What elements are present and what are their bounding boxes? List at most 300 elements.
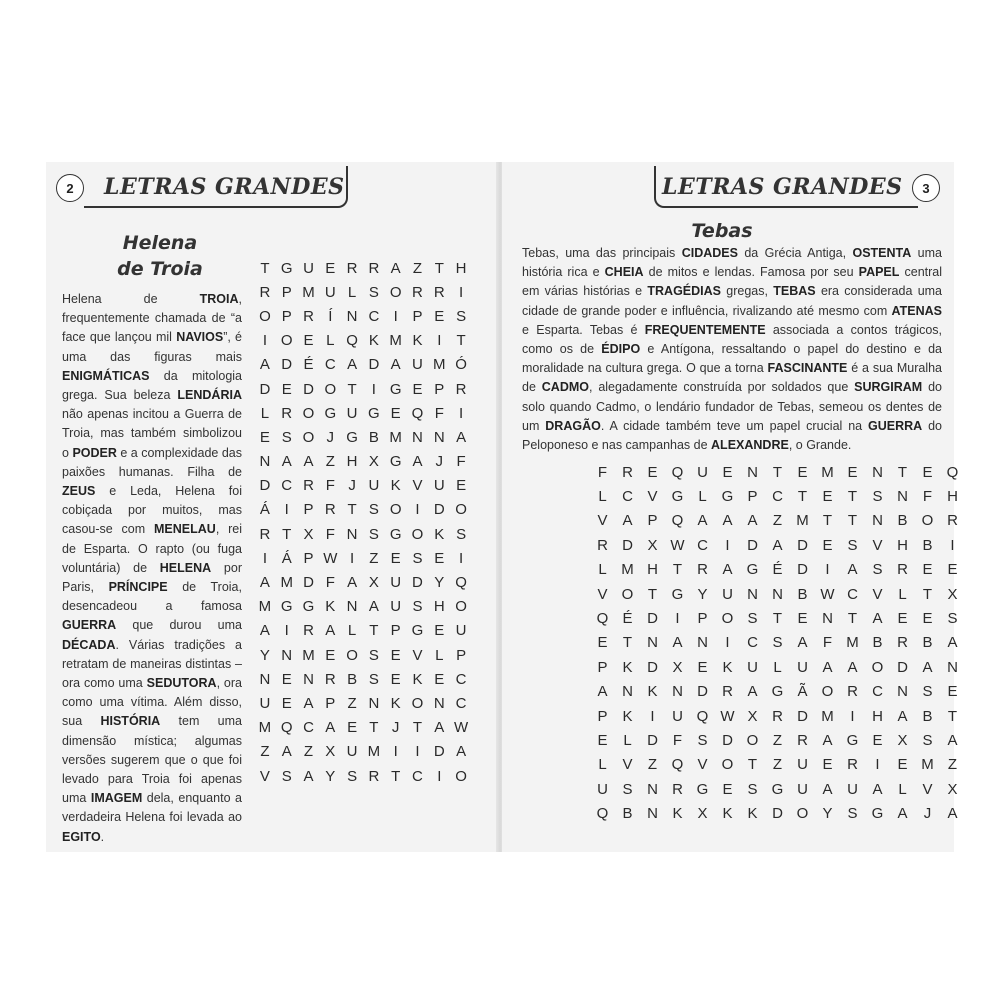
grid-letter: N [433, 428, 445, 446]
grid-letter: U [324, 283, 336, 301]
grid-letter: N [647, 780, 658, 798]
keyword: MENELAU [154, 522, 216, 537]
grid-letter: L [598, 561, 607, 579]
grid-letter: E [325, 646, 336, 664]
grid-letter: Z [325, 453, 335, 471]
grid-letter: S [747, 610, 758, 628]
grid-letter: A [303, 694, 314, 712]
grid-letter: S [281, 767, 292, 785]
grid-letter: G [368, 404, 380, 422]
grid-letter: N [747, 463, 758, 481]
grid-letter: U [412, 356, 423, 374]
grid-letter: A [434, 719, 445, 737]
grid-letter: Ã [797, 683, 808, 701]
grid-letter: R [772, 707, 783, 725]
grid-letter: N [647, 634, 658, 652]
grid-letter: U [346, 743, 358, 761]
header-title: LETRAS GRANDES [662, 174, 903, 200]
grid-letter: T [456, 332, 466, 350]
grid-letter: T [260, 259, 270, 277]
grid-letter: E [390, 670, 401, 688]
grid-letter: K [412, 670, 423, 688]
grid-letter: N [897, 683, 908, 701]
grid-letter: E [412, 380, 423, 398]
grid-letter: N [433, 694, 445, 712]
grid-letter: M [389, 428, 402, 446]
grid-letter: A [797, 634, 808, 652]
grid-letter: N [647, 805, 658, 823]
grid-letter: K [390, 694, 401, 712]
keyword: GUERRA [868, 418, 923, 433]
grid-letter: U [797, 780, 808, 798]
magazine-spread [46, 162, 959, 852]
grid-letter: X [647, 536, 658, 554]
keyword: CHEIA [604, 265, 644, 280]
grid-letter: X [697, 805, 708, 823]
grid-letter: N [697, 634, 708, 652]
grid-letter: Y [434, 574, 445, 592]
grid-letter: Z [772, 731, 783, 749]
grid-letter: D [281, 356, 293, 374]
grid-letter: I [458, 283, 464, 301]
grid-letter: N [303, 670, 314, 688]
grid-letter: M [821, 463, 834, 481]
grid-letter: F [597, 463, 608, 481]
keyword: ÉDIPO [601, 342, 641, 357]
grid-letter: Y [259, 646, 270, 664]
text-run: , o Grande. [788, 438, 852, 453]
text-run: tem uma dimensão mística; algumas versões sugerem que o que foi levado para Troia foi apenas uma [62, 714, 242, 806]
grid-letter: K [390, 477, 401, 495]
grid-letter: Á [259, 501, 270, 519]
grid-letter: Z [347, 694, 357, 712]
grid-letter: N [346, 525, 358, 543]
grid-letter: R [697, 561, 708, 579]
grid-letter: S [847, 805, 858, 823]
grid-letter: A [772, 536, 783, 554]
grid-letter: P [325, 694, 336, 712]
grid-letter: U [747, 658, 758, 676]
grid-letter: T [847, 610, 858, 628]
grid-letter: P [412, 307, 423, 325]
grid-letter: T [369, 622, 379, 640]
grid-letter: K [722, 805, 733, 823]
grid-letter: T [822, 512, 833, 530]
grid-letter: H [455, 259, 467, 277]
grid-letter: V [922, 780, 933, 798]
keyword: EGITO [62, 829, 101, 844]
grid-letter: D [259, 380, 271, 398]
grid-letter: R [622, 463, 633, 481]
grid-letter: A [897, 707, 908, 725]
grid-letter: U [797, 658, 808, 676]
grid-letter: D [303, 574, 314, 592]
keyword: ATENAS [891, 303, 942, 318]
grid-letter: C [455, 670, 467, 688]
grid-letter: F [434, 404, 444, 422]
grid-letter: R [797, 731, 808, 749]
grid-letter: H [346, 453, 358, 471]
grid-letter: M [921, 756, 934, 774]
grid-letter: A [325, 622, 336, 640]
grid-letter: A [347, 574, 358, 592]
keyword: OSTENTA [852, 246, 912, 260]
grid-letter: E [456, 477, 467, 495]
grid-letter: Q [455, 574, 467, 592]
grid-letter: K [325, 598, 336, 616]
keyword: ENIGMÁTICAS [62, 368, 150, 383]
grid-letter: O [721, 610, 734, 628]
grid-letter: Q [696, 707, 709, 725]
grid-letter: M [821, 707, 834, 725]
keyword: DÉCADA [62, 637, 116, 652]
grid-letter: F [822, 634, 833, 652]
grid-letter: B [622, 805, 633, 823]
grid-letter: M [258, 719, 272, 737]
grid-letter: Z [947, 756, 958, 774]
text-run: da mitologia grega. Sua beleza [62, 368, 242, 403]
grid-letter: O [324, 380, 337, 398]
grid-letter: R [346, 259, 358, 277]
grid-letter: I [850, 707, 855, 725]
grid-letter: M [258, 598, 272, 616]
grid-letter: P [747, 488, 758, 506]
grid-letter: I [675, 610, 680, 628]
text-run: associada a contos trágicos, como os de [522, 322, 942, 357]
grid-letter: T [747, 756, 758, 774]
text-run: , ora como uma vítima. Além disso, sua [62, 676, 242, 729]
grid-letter: E [434, 307, 445, 325]
grid-letter: U [797, 756, 808, 774]
grid-letter: R [672, 780, 683, 798]
grid-letter: I [650, 707, 655, 725]
grid-letter: I [825, 561, 830, 579]
grid-letter: T [772, 463, 783, 481]
grid-letter: V [697, 756, 708, 774]
grid-letter: K [368, 332, 379, 350]
grid-letter: D [772, 805, 783, 823]
grid-letter: I [393, 307, 398, 325]
grid-letter: R [303, 307, 314, 325]
grid-letter: H [897, 536, 908, 554]
grid-letter: Q [596, 805, 609, 823]
grid-letter: I [437, 767, 442, 785]
grid-letter: L [598, 756, 607, 774]
grid-letter: O [346, 646, 358, 664]
text-run: do solo quando Cadmo, o lendário fundador de Tebas, semeou os dentes de um [522, 380, 942, 433]
grid-letter: E [281, 670, 292, 688]
grid-letter: F [456, 453, 466, 471]
grid-letter: O [411, 525, 424, 543]
article-title-line-1: Helena [122, 232, 198, 254]
grid-letter: A [281, 743, 292, 761]
grid-letter: D [797, 561, 808, 579]
grid-letter: L [598, 488, 607, 506]
grid-letter: D [797, 707, 808, 725]
grid-letter: P [281, 283, 292, 301]
keyword: HELENA [159, 560, 212, 575]
keyword: PRÍNCIPE [108, 580, 168, 595]
grid-letter: B [922, 707, 933, 725]
grid-letter: E [325, 259, 336, 277]
grid-letter: D [647, 610, 658, 628]
grid-letter: E [822, 536, 833, 554]
grid-letter: E [281, 380, 292, 398]
grid-letter: R [847, 756, 858, 774]
grid-letter: T [369, 719, 379, 737]
grid-letter: É [303, 356, 314, 374]
text-run: não apenas incitou a Guerra de Troia, mas também simbolizou o [62, 407, 242, 460]
grid-letter: M [367, 743, 381, 761]
grid-letter: S [368, 525, 379, 543]
grid-letter: Z [369, 549, 379, 567]
text-run: Tebas, uma das principais [522, 246, 682, 260]
grid-letter: K [722, 658, 733, 676]
keyword: TRAGÉDIAS [647, 284, 721, 299]
grid-letter: V [597, 585, 608, 603]
page-number: 2 [56, 174, 84, 202]
grid-letter: C [747, 634, 758, 652]
grid-letter: K [747, 805, 758, 823]
grid-letter: Q [671, 756, 684, 774]
right-page [502, 162, 959, 852]
grid-letter: A [390, 356, 401, 374]
grid-letter: N [947, 658, 958, 676]
grid-letter: O [796, 805, 809, 823]
grid-letter: E [434, 549, 445, 567]
grid-letter: G [389, 453, 402, 471]
grid-letter: E [390, 549, 401, 567]
grid-letter: A [259, 622, 270, 640]
grid-letter: M [389, 332, 402, 350]
grid-letter: S [456, 307, 467, 325]
grid-letter: X [747, 707, 758, 725]
grid-letter: S [872, 488, 883, 506]
grid-letter: N [368, 694, 380, 712]
grid-letter: K [412, 332, 423, 350]
grid-letter: M [280, 574, 293, 592]
grid-letter: S [872, 561, 883, 579]
grid-letter: E [597, 634, 608, 652]
grid-letter: V [622, 756, 633, 774]
grid-letter: E [697, 658, 708, 676]
grid-letter: F [672, 731, 683, 749]
grid-letter: G [671, 585, 684, 603]
grid-letter: L [347, 283, 357, 301]
grid-letter: V [597, 512, 608, 530]
keyword: HISTÓRIA [100, 714, 161, 729]
text-run: e Leda, Helena foi cobiçada por muitos, mas casou-se com [62, 484, 242, 537]
grid-letter: E [281, 694, 292, 712]
grid-letter: I [262, 549, 267, 567]
grid-letter: O [721, 756, 734, 774]
grid-letter: B [922, 536, 933, 554]
grid-letter: X [897, 731, 908, 749]
grid-letter: A [922, 658, 933, 676]
grid-letter: E [897, 610, 908, 628]
grid-letter: G [771, 780, 784, 798]
grid-letter: G [871, 805, 884, 823]
grid-letter: J [348, 477, 356, 495]
grid-letter: G [389, 380, 402, 398]
grid-letter: Z [260, 743, 270, 761]
text-run: do Peloponeso e nas campanhas de [522, 418, 942, 453]
grid-letter: N [412, 428, 423, 446]
text-run: , alegadamente construída por soldados que [588, 380, 855, 395]
grid-letter: A [281, 453, 292, 471]
grid-letter: Í [328, 307, 333, 325]
grid-letter: N [346, 307, 358, 325]
grid-letter: P [434, 380, 445, 398]
grid-letter: Y [822, 805, 833, 823]
grid-letter: Q [280, 719, 293, 737]
grid-letter: Q [411, 404, 424, 422]
grid-letter: C [455, 694, 467, 712]
grid-letter: U [259, 694, 271, 712]
grid-letter: N [672, 683, 683, 701]
grid-letter: R [412, 283, 423, 301]
grid-letter: U [346, 404, 358, 422]
grid-letter: I [725, 634, 730, 652]
grid-letter: O [871, 658, 884, 676]
grid-letter: R [455, 380, 467, 398]
grid-letter: R [303, 477, 314, 495]
grid-letter: U [672, 707, 683, 725]
text-run: e a complexidade das paixões humanas. Filha de [62, 445, 242, 479]
grid-letter: E [347, 719, 358, 737]
grid-letter: A [822, 658, 833, 676]
grid-letter: G [389, 525, 402, 543]
grid-letter: A [697, 512, 708, 530]
grid-letter: T [947, 707, 958, 725]
grid-letter: T [347, 501, 357, 519]
grid-letter: E [597, 731, 608, 749]
grid-letter: O [621, 585, 634, 603]
grid-letter: D [897, 658, 908, 676]
grid-letter: G [346, 428, 358, 446]
grid-letter: U [390, 598, 402, 616]
grid-letter: I [437, 332, 442, 350]
grid-letter: R [722, 683, 733, 701]
grid-letter: R [897, 561, 908, 579]
grid-letter: A [456, 743, 467, 761]
grid-letter: S [922, 731, 933, 749]
grid-letter: G [746, 561, 759, 579]
grid-letter: D [722, 731, 733, 749]
grid-letter: O [455, 767, 467, 785]
grid-letter: W [323, 549, 338, 567]
grid-letter: A [672, 634, 683, 652]
grid-letter: Q [346, 332, 358, 350]
grid-letter: B [347, 670, 358, 688]
grid-letter: L [260, 404, 270, 422]
grid-letter: I [875, 756, 880, 774]
grid-letter: P [697, 610, 708, 628]
grid-letter: E [390, 646, 401, 664]
text-run: ”, é uma das figuras mais [62, 330, 242, 364]
grid-letter: X [368, 574, 379, 592]
grid-letter: K [434, 525, 445, 543]
grid-letter: E [722, 780, 733, 798]
grid-letter: P [390, 622, 401, 640]
keyword: NAVIOS [176, 330, 224, 345]
grid-letter: S [922, 683, 933, 701]
grid-letter: W [670, 536, 685, 554]
grid-letter: I [371, 380, 376, 398]
grid-letter: S [772, 634, 783, 652]
grid-letter: R [433, 283, 445, 301]
grid-letter: U [303, 259, 314, 277]
grid-letter: M [846, 634, 859, 652]
grid-letter: U [697, 463, 708, 481]
keyword: ZEUS [62, 484, 96, 499]
grid-letter: S [368, 670, 379, 688]
grid-letter: O [921, 512, 934, 530]
grid-letter: G [846, 731, 859, 749]
grid-letter: D [747, 536, 758, 554]
grid-letter: E [434, 670, 445, 688]
grid-letter: É [772, 561, 783, 579]
grid-letter: L [698, 488, 707, 506]
grid-letter: A [259, 574, 270, 592]
grid-letter: E [303, 332, 314, 350]
grid-letter: Z [647, 756, 658, 774]
grid-letter: M [302, 646, 315, 664]
grid-letter: J [326, 428, 335, 446]
grid-letter: H [433, 598, 445, 616]
grid-letter: R [847, 683, 858, 701]
grid-letter: U [433, 477, 445, 495]
grid-letter: S [847, 536, 858, 554]
grid-letter: P [456, 646, 467, 664]
grid-letter: O [302, 428, 315, 446]
grid-letter: V [872, 536, 883, 554]
grid-letter: X [947, 585, 958, 603]
grid-letter: F [325, 574, 335, 592]
grid-letter: L [435, 646, 444, 664]
grid-letter: I [350, 549, 355, 567]
left-page [46, 162, 498, 852]
grid-letter: N [259, 670, 271, 688]
grid-letter: P [281, 307, 292, 325]
keyword: CIDADES [681, 246, 738, 260]
grid-letter: E [722, 463, 733, 481]
grid-letter: D [412, 574, 423, 592]
grid-letter: T [434, 259, 444, 277]
grid-letter: A [947, 805, 958, 823]
grid-letter: É [622, 610, 633, 628]
grid-letter: T [622, 634, 633, 652]
grid-letter: L [898, 780, 907, 798]
grid-letter: K [622, 658, 633, 676]
grid-letter: J [391, 719, 400, 737]
grid-letter: R [897, 634, 908, 652]
grid-letter: A [722, 561, 733, 579]
grid-letter: G [671, 488, 684, 506]
grid-letter: A [847, 561, 858, 579]
article-title: Tebas [691, 220, 753, 242]
grid-letter: A [947, 731, 958, 749]
grid-letter: E [822, 756, 833, 774]
grid-letter: S [622, 780, 633, 798]
keyword: FASCINANTE [767, 361, 848, 376]
grid-letter: A [303, 767, 314, 785]
grid-letter: X [368, 453, 379, 471]
grid-letter: A [347, 356, 358, 374]
grid-letter: K [647, 683, 658, 701]
keyword: DRAGÃO [545, 418, 601, 433]
grid-letter: B [922, 634, 933, 652]
